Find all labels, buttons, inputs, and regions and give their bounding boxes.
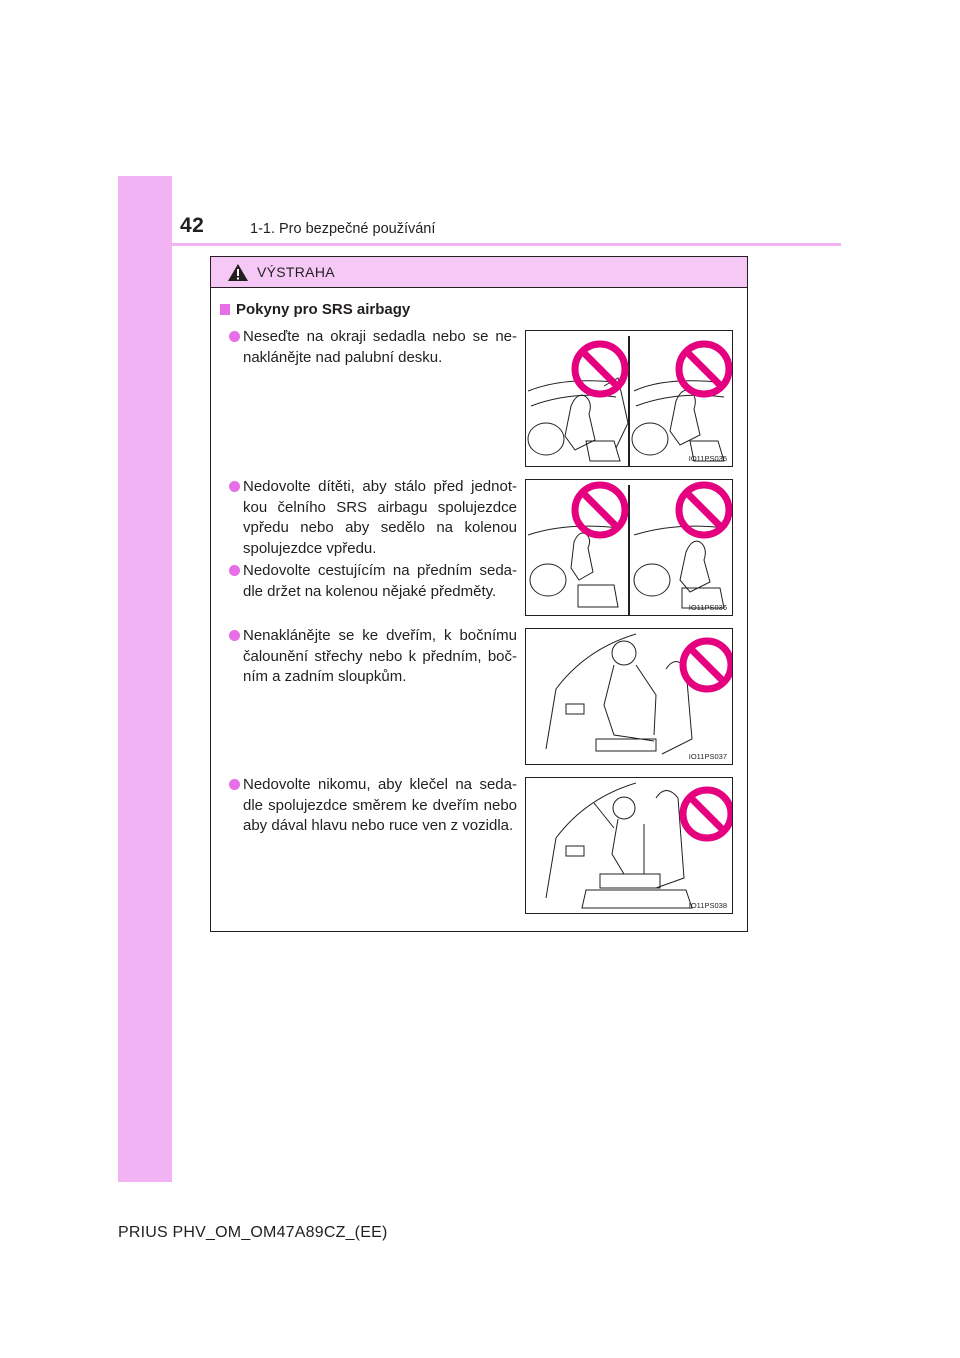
illustration-figure: [525, 777, 733, 914]
subheading: [220, 301, 410, 318]
list-item: [229, 477, 517, 559]
list-item-text: Nedovolte nikomu, aby klečel na seda-dle spolujezdce směrem ke dveřím nebo aby dával hlavu nebo ruce ven z vozidla.: [243, 776, 517, 834]
warning-triangle-icon: [227, 263, 249, 282]
child-standing-illustration: [526, 480, 732, 615]
list-item: [229, 626, 517, 688]
leaning-door-illustration: [526, 629, 732, 764]
prohibited-icon: [679, 485, 729, 535]
subheading-text: Pokyny pro SRS airbagy: [236, 301, 411, 318]
kneeling-passenger-illustration: [526, 778, 732, 913]
illustration-figure: [525, 479, 733, 616]
footer-doc-id: PRIUS PHV_OM_OM47A89CZ_(EE): [118, 1224, 388, 1241]
page-number: 42: [180, 214, 205, 237]
prohibited-icon: [679, 344, 729, 394]
warning-box: [210, 256, 748, 932]
bullet-dot-icon: [229, 779, 240, 790]
section-title: 1-1. Pro bezpečné používání: [250, 221, 436, 237]
warning-header: [211, 257, 747, 288]
bullet-dot-icon: [229, 331, 240, 342]
warning-label: VÝSTRAHA: [257, 264, 335, 280]
list-item: [229, 327, 517, 368]
illustration-figure: [525, 330, 733, 467]
list-item: [229, 561, 517, 602]
header-rule: [118, 243, 841, 246]
figure-code: IO11PS036: [688, 603, 727, 612]
list-item: [229, 775, 517, 837]
prohibited-icon: [683, 790, 731, 838]
figure-code: IO11PS037: [688, 752, 727, 761]
bullet-dot-icon: [229, 481, 240, 492]
illustration-figure: [525, 628, 733, 765]
figure-code: IO11PS035: [688, 454, 727, 463]
list-item-text: Nedovolte dítěti, aby stálo před jednot-kou čelního SRS airbagu spolujezdce vpředu nebo aby sedělo na kolenou spolujezdce vpředu.: [243, 478, 517, 557]
bullet-dot-icon: [229, 630, 240, 641]
list-item-text: Neseďte na okraji sedadla nebo se ne-naklánějte nad palubní desku.: [243, 328, 517, 366]
side-tab: [118, 176, 172, 1182]
bullet-dot-icon: [229, 565, 240, 576]
square-bullet-icon: [220, 304, 230, 315]
prohibited-icon: [683, 641, 731, 689]
passenger-seat-illustration: [526, 331, 732, 466]
prohibited-icon: [575, 485, 625, 535]
list-item-text: Nenaklánějte se ke dveřím, k bočnímu čalounění střechy nebo k předním, boč-ním a zadním sloupkům.: [243, 627, 517, 685]
figure-code: IO11PS038: [688, 901, 727, 910]
prohibited-icon: [575, 344, 625, 394]
list-item-text: Nedovolte cestujícím na předním seda-dle držet na kolenou nějaké předměty.: [243, 562, 517, 600]
